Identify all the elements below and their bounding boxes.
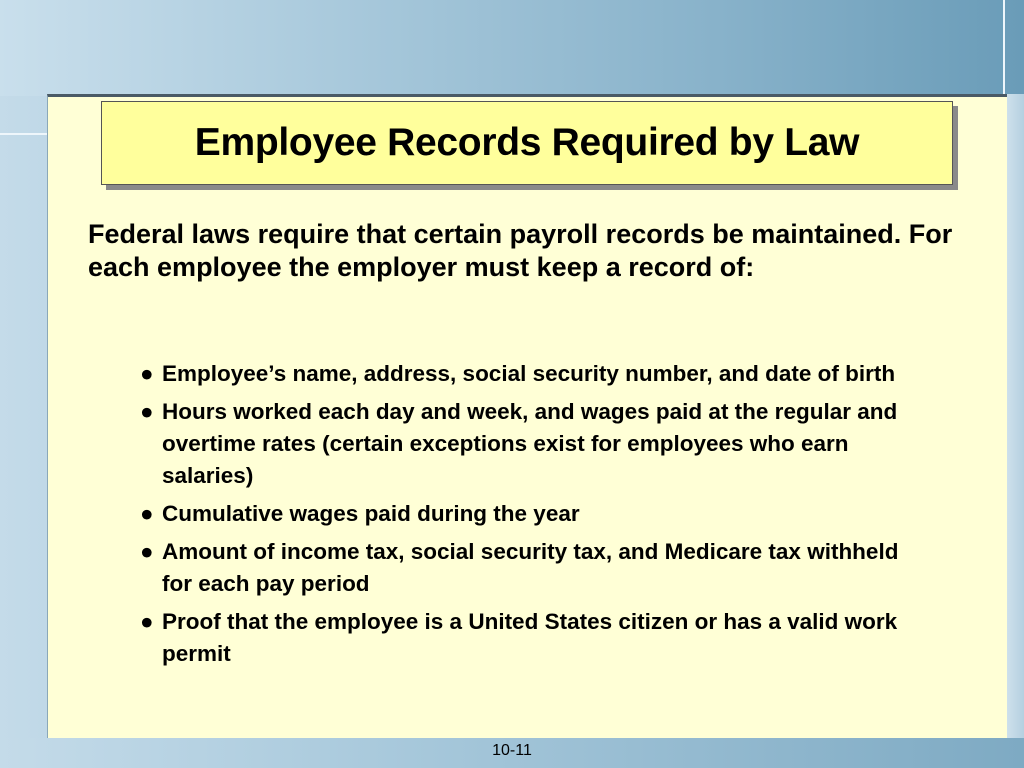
bullet-list bbox=[140, 358, 920, 676]
bullet-icon: ● bbox=[140, 361, 154, 386]
header-band bbox=[0, 0, 1024, 96]
title-box bbox=[101, 101, 953, 185]
bullet-icon: ● bbox=[140, 609, 154, 634]
bullet-item bbox=[140, 498, 920, 530]
bullet-text: Amount of income tax, social security tax, and Medicare tax withheld for each pay period bbox=[162, 539, 899, 596]
bullet-text: Hours worked each day and week, and wages paid at the regular and overtime rates (certain exceptions exist for employees who earn salaries) bbox=[162, 399, 898, 488]
page-number: 10-11 bbox=[492, 742, 532, 759]
bullet-icon: ● bbox=[140, 539, 154, 564]
bullet-item bbox=[140, 536, 920, 600]
intro-paragraph: Federal laws require that certain payroll records be maintained. For each employee the employer must keep a record of: bbox=[88, 219, 953, 282]
bullet-item bbox=[140, 396, 920, 492]
bullet-text: Proof that the employee is a United States citizen or has a valid work permit bbox=[162, 609, 898, 666]
bullet-item bbox=[140, 358, 920, 390]
bullet-text: Cumulative wages paid during the year bbox=[162, 501, 580, 526]
slide-title: Employee Records Required by Law bbox=[194, 121, 860, 164]
bullet-item bbox=[140, 606, 920, 670]
bullet-icon: ● bbox=[140, 501, 154, 526]
bullet-text: Employee’s name, address, social security number, and date of birth bbox=[162, 361, 896, 386]
right-strip bbox=[1006, 94, 1024, 738]
bullet-icon: ● bbox=[140, 399, 154, 424]
